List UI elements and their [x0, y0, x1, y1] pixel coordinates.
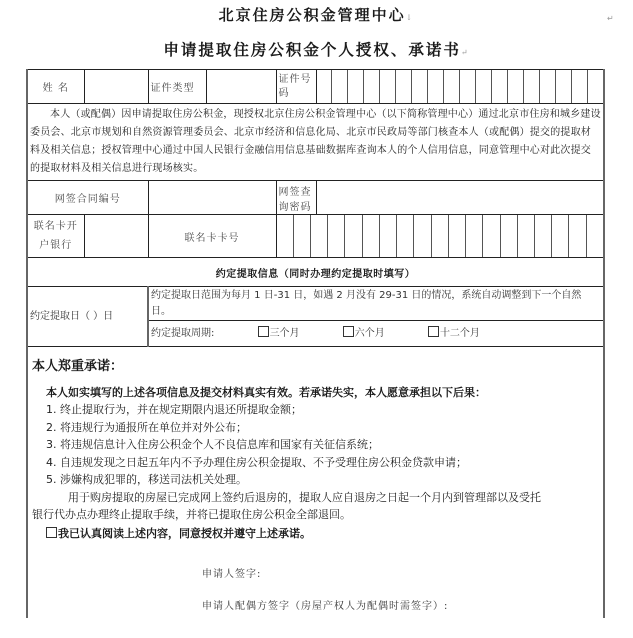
period-option-12-months[interactable]: [428, 326, 480, 342]
card-digit-cell[interactable]: [568, 215, 585, 257]
card-number-digit-cells: [277, 215, 604, 257]
id-digit-cell[interactable]: [395, 70, 411, 103]
card-digit-cell[interactable]: [327, 215, 344, 257]
checkbox-icon[interactable]: [258, 326, 269, 337]
identity-row: [27, 70, 604, 104]
spouse-signature-label[interactable]: 申请人配偶方签字（房屋产权人为配偶时需签字）:: [202, 600, 449, 612]
promise-cell: [27, 347, 604, 618]
contract-number-field[interactable]: [148, 181, 276, 215]
scheduled-title-row: [27, 258, 604, 287]
promise-item: 2. 将违规行为通报所在单位并对外公布；: [46, 420, 247, 434]
promise-row: [27, 347, 604, 618]
card-digit-cell[interactable]: [413, 215, 430, 257]
id-digit-cell[interactable]: [347, 70, 363, 103]
checkbox-icon[interactable]: [428, 326, 439, 337]
authorization-text: 本人（或配偶）因申请提取住房公积金，现授权北京住房公积金管理中心（以下简称管理中心）通过北京市住房和城乡建设委员会、北京市规划和自然资源管理委员会、北京市经济和信息化局、北京市民政局等部门核查本人（或配偶）提交的提取材料及相关信息；授权管理中心通过中国人民银行金融信用信息基础数据库查询本人的个人信用信息，同意管理中心对此次提交的提取材料及相关信息进行现场核实。: [27, 104, 604, 181]
scheduled-period-cell: [148, 321, 604, 347]
id-digit-cell[interactable]: [379, 70, 395, 103]
card-digit-cell[interactable]: [465, 215, 482, 257]
card-digit-cell[interactable]: [344, 215, 361, 257]
applicant-signature-label[interactable]: 申请人签字:: [202, 568, 262, 580]
id-digit-cell[interactable]: [587, 70, 603, 103]
card-digit-cell[interactable]: [551, 215, 568, 257]
promise-item: 3. 将违规信息计入住房公积金个人不良信息库和国家有关征信系统；: [46, 438, 379, 451]
card-number-field[interactable]: [276, 215, 604, 258]
card-digit-cell[interactable]: [586, 215, 603, 257]
query-password-label: 网签查询密码: [276, 181, 316, 215]
option-label: 十二个月: [439, 327, 480, 339]
bank-label: 联名卡开户银行: [27, 215, 84, 258]
name-field[interactable]: [84, 70, 148, 104]
bank-card-row: [27, 215, 604, 258]
card-digit-cell[interactable]: [534, 215, 551, 257]
scheduled-day-label[interactable]: 约定提取日（ ）日: [27, 287, 148, 347]
checkbox-icon[interactable]: [46, 527, 57, 538]
id-digit-cell[interactable]: [539, 70, 555, 103]
refund-note-line-1: 用于购房提取的房屋已完成网上签约后退房的，提取人应自退房之日起一个月内到管理部以及受托: [68, 490, 541, 504]
promise-lead: 本人如实填写的上述各项信息及提交材料真实有效。若承诺失实，本人愿意承担以下后果：: [46, 386, 486, 399]
id-digit-cell[interactable]: [411, 70, 427, 103]
card-digit-cell[interactable]: [500, 215, 517, 257]
id-number-field[interactable]: [316, 70, 604, 104]
name-label: 姓 名: [27, 70, 84, 104]
card-digit-cell[interactable]: [293, 215, 310, 257]
id-digit-cell[interactable]: [443, 70, 459, 103]
document-title: 申请提取住房公积金个人授权、承诺书↵: [163, 40, 470, 59]
promise-item: 1. 终止提取行为，并在规定期限内退还所提取金额；: [46, 403, 302, 416]
card-digit-cell[interactable]: [431, 215, 448, 257]
card-digit-cell[interactable]: [517, 215, 534, 257]
id-type-label: 证件类型: [148, 70, 206, 104]
id-number-label: 证件号码: [276, 70, 316, 104]
id-type-field[interactable]: [206, 70, 276, 104]
card-digit-cell[interactable]: [379, 215, 396, 257]
authorization-row: [27, 104, 604, 181]
application-form-table: [26, 69, 605, 618]
card-digit-cell[interactable]: [277, 215, 293, 257]
card-digit-cell[interactable]: [362, 215, 379, 257]
scheduled-section-title: 约定提取信息（同时办理约定提取时填写）: [27, 258, 604, 287]
bank-field[interactable]: [84, 215, 148, 258]
id-digit-cell[interactable]: [571, 70, 587, 103]
promise-item: 4. 自违规发现之日起五年内不予办理住房公积金提取、不予受理住房公积金贷款申请；: [46, 455, 467, 469]
id-digit-cell[interactable]: [459, 70, 475, 103]
scheduled-day-row: [27, 287, 604, 321]
card-digit-cell[interactable]: [396, 215, 413, 257]
id-digit-cell[interactable]: [363, 70, 379, 103]
agree-label: 我已认真阅读上述内容，同意授权并遵守上述承诺。: [58, 526, 311, 540]
card-digit-cell[interactable]: [310, 215, 327, 257]
id-digit-cell[interactable]: [331, 70, 347, 103]
promise-heading: 本人郑重承诺：: [32, 359, 124, 374]
paragraph-mark: ↵: [607, 14, 614, 23]
org-title: 北京住房公积金管理中心↓: [218, 6, 415, 24]
agree-checkbox-row[interactable]: [46, 524, 599, 544]
id-digit-cell[interactable]: [475, 70, 491, 103]
period-option-3-months[interactable]: [258, 326, 300, 342]
period-option-6-months[interactable]: [343, 326, 385, 342]
refund-note-line-2: 银行代办点办理终止提取手续，并将已提取住房公积金全部退回。: [32, 508, 351, 521]
query-password-field[interactable]: [316, 181, 604, 215]
card-digit-cell[interactable]: [448, 215, 465, 257]
id-number-digit-cells: [317, 70, 604, 103]
checkbox-icon[interactable]: [343, 326, 354, 337]
card-digit-cell[interactable]: [482, 215, 499, 257]
id-digit-cell[interactable]: [507, 70, 523, 103]
contract-number-label: 网签合同编号: [27, 181, 148, 215]
option-label: 三个月: [269, 327, 300, 339]
id-digit-cell[interactable]: [317, 70, 332, 103]
id-digit-cell[interactable]: [555, 70, 571, 103]
id-digit-cell[interactable]: [523, 70, 539, 103]
id-digit-cell[interactable]: [491, 70, 507, 103]
scheduled-period-label: 约定提取周期:: [151, 327, 215, 339]
option-label: 六个月: [354, 327, 385, 339]
scheduled-day-note: 约定提取日范围为每月 1 日-31 日，如遇 2 月没有 29-31 日的情况，系统自动调整到下一个自然日。: [148, 287, 604, 321]
promise-item: 5. 涉嫌构成犯罪的，移送司法机关处理。: [46, 473, 247, 486]
id-digit-cell[interactable]: [427, 70, 443, 103]
card-number-label: 联名卡卡号: [148, 215, 276, 258]
contract-row: [27, 181, 604, 215]
